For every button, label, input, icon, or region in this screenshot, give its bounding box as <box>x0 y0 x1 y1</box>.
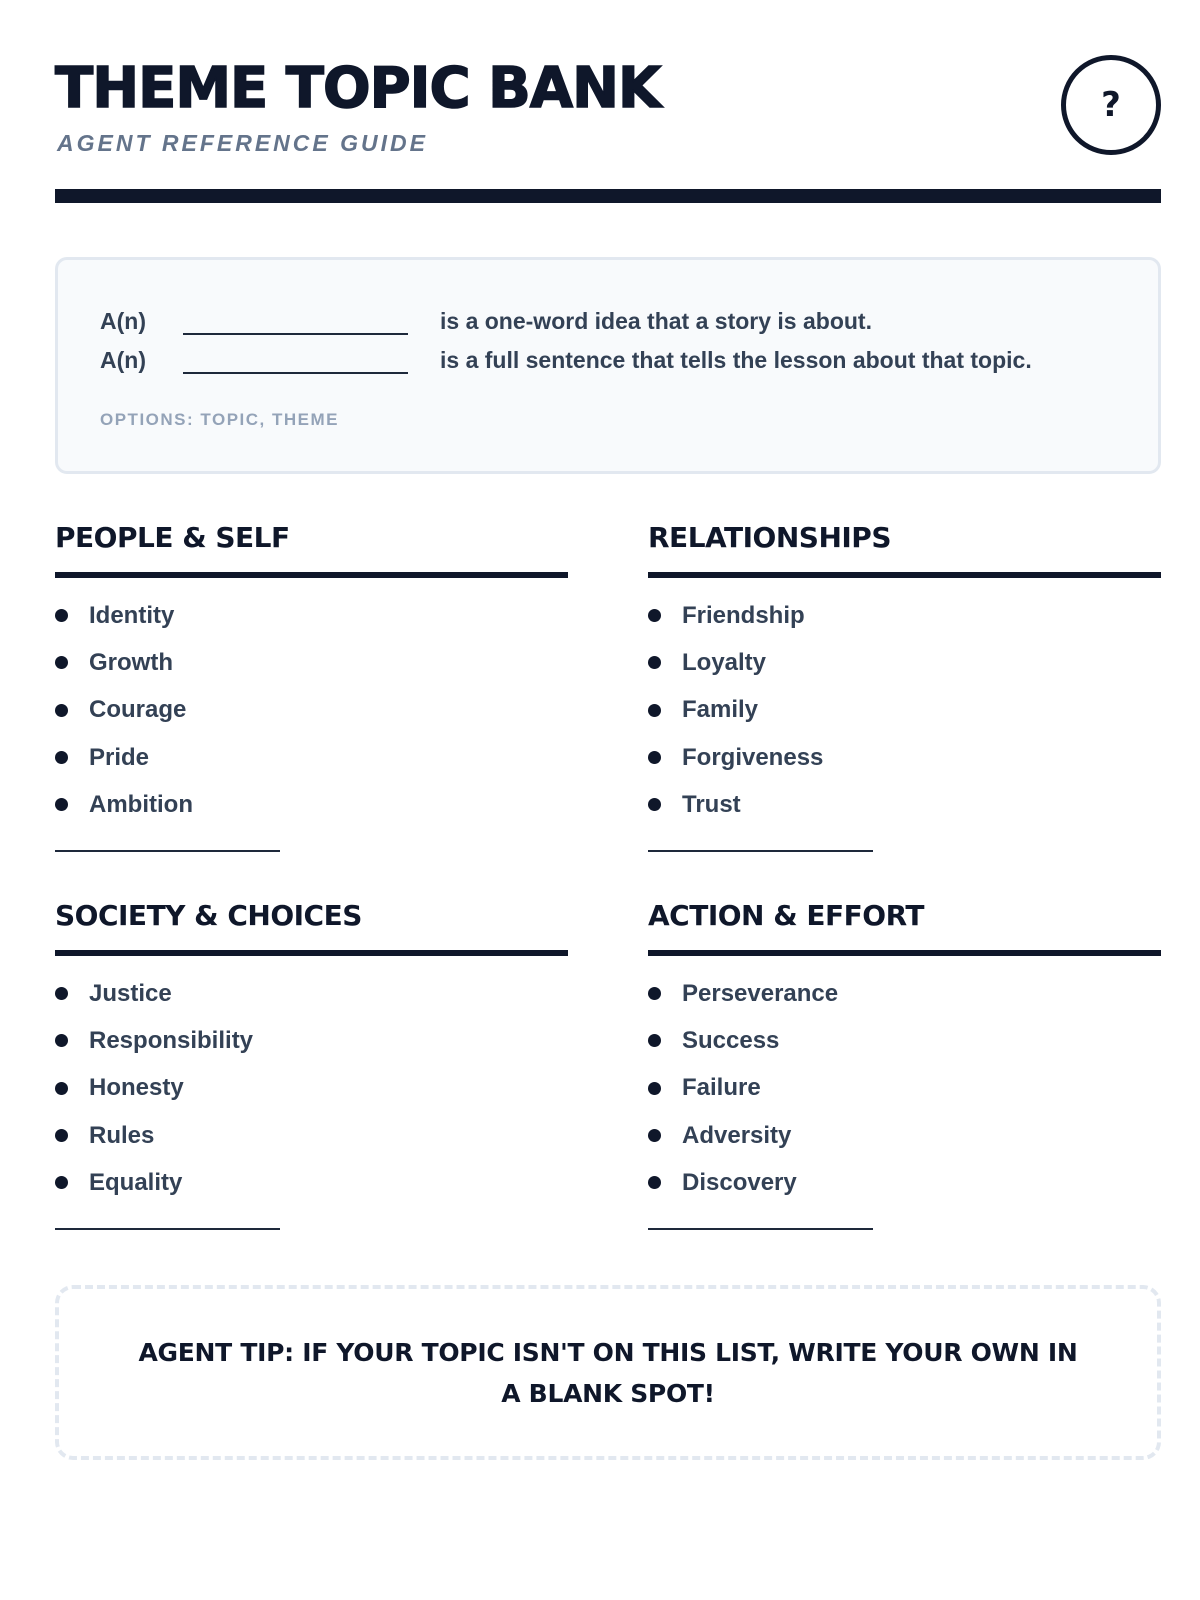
topic-item <box>55 592 568 639</box>
fill-in-blank[interactable] <box>183 346 408 374</box>
topic-label: Family <box>682 696 759 724</box>
topic-item <box>55 687 568 734</box>
bullet-dot-icon <box>55 1082 68 1095</box>
bullet-dot-icon <box>648 1129 661 1142</box>
category-action-effort <box>648 898 1161 1230</box>
bullet-dot-icon <box>648 609 661 622</box>
bullet-dot-icon <box>55 656 68 669</box>
topic-label: Discovery <box>682 1168 797 1196</box>
topic-item <box>648 639 1161 686</box>
options-hint: OPTIONS: TOPIC, THEME <box>100 410 339 429</box>
topic-label: Responsibility <box>89 1026 254 1054</box>
definition-row-theme <box>100 343 1032 377</box>
topic-item <box>648 687 1161 734</box>
bullet-dot-icon <box>55 798 68 811</box>
topic-item <box>55 1017 568 1064</box>
topic-label: Success <box>682 1026 780 1054</box>
topic-label: Equality <box>89 1168 183 1196</box>
topic-item <box>648 1017 1161 1064</box>
topic-item <box>55 1065 568 1112</box>
bullet-dot-icon <box>55 751 68 764</box>
bullet-dot-icon <box>648 1176 661 1189</box>
fill-in-blank[interactable] <box>183 307 408 335</box>
topic-label: Friendship <box>682 601 805 629</box>
definition-text: is a full sentence that tells the lesson about that topic. <box>440 346 1032 373</box>
topic-label: Justice <box>89 979 172 1007</box>
help-button[interactable] <box>1061 55 1161 155</box>
write-in-blank[interactable] <box>648 850 873 852</box>
topic-item <box>55 781 568 828</box>
header <box>55 55 1161 165</box>
category-heading: RELATIONSHIPS <box>648 521 891 554</box>
definition-text: is a one-word idea that a story is about. <box>440 307 872 334</box>
page-title: THEME TOPIC BANK <box>55 56 661 121</box>
topic-label: Forgiveness <box>682 743 824 771</box>
category-heading: ACTION & EFFORT <box>648 899 924 932</box>
page-subtitle: AGENT REFERENCE GUIDE <box>57 130 428 156</box>
write-in-blank[interactable] <box>55 1228 280 1230</box>
bullet-dot-icon <box>648 1034 661 1047</box>
category-divider <box>648 572 1161 578</box>
category-relationships <box>648 520 1161 852</box>
topic-item <box>648 592 1161 639</box>
bullet-dot-icon <box>648 751 661 764</box>
topic-item <box>55 1112 568 1159</box>
topic-label: Honesty <box>89 1074 184 1102</box>
topic-label: Courage <box>89 696 187 724</box>
topic-label: Loyalty <box>682 648 767 676</box>
bullet-dot-icon <box>648 1082 661 1095</box>
category-divider <box>55 572 568 578</box>
bullet-dot-icon <box>648 798 661 811</box>
topic-item <box>648 970 1161 1017</box>
topic-label: Ambition <box>89 790 193 818</box>
bullet-dot-icon <box>648 704 661 717</box>
topic-item <box>55 970 568 1017</box>
bullet-dot-icon <box>55 609 68 622</box>
bullet-dot-icon <box>55 1034 68 1047</box>
category-divider <box>648 950 1161 956</box>
question-mark-icon: ? <box>1101 85 1121 125</box>
topic-label: Rules <box>89 1121 155 1149</box>
bullet-dot-icon <box>648 656 661 669</box>
topic-item <box>55 639 568 686</box>
topic-item <box>55 1159 568 1206</box>
topic-item <box>648 781 1161 828</box>
category-people-self <box>55 520 568 852</box>
topic-list <box>55 970 568 1206</box>
category-society-choices <box>55 898 568 1230</box>
topic-list <box>648 970 1161 1206</box>
bullet-dot-icon <box>55 1176 68 1189</box>
topic-item <box>55 734 568 781</box>
category-divider <box>55 950 568 956</box>
topic-list <box>648 592 1161 828</box>
topic-label: Perseverance <box>682 979 839 1007</box>
topic-label: Growth <box>89 648 173 676</box>
category-heading: SOCIETY & CHOICES <box>55 899 362 932</box>
agent-tip-text: AGENT TIP: IF YOUR TOPIC ISN'T ON THIS LIST, WRITE YOUR OWN IN A BLANK SPOT! <box>138 1337 1078 1408</box>
write-in-blank[interactable] <box>648 1228 873 1230</box>
bullet-dot-icon <box>648 987 661 1000</box>
write-in-blank[interactable] <box>55 850 280 852</box>
bullet-dot-icon <box>55 987 68 1000</box>
definition-box <box>55 257 1161 474</box>
topic-item <box>648 1065 1161 1112</box>
bullet-dot-icon <box>55 704 68 717</box>
definition-prefix: A(n) <box>100 307 146 334</box>
topic-label: Identity <box>89 601 175 629</box>
category-heading: PEOPLE & SELF <box>55 521 290 554</box>
topic-label: Pride <box>89 743 150 771</box>
topic-label: Failure <box>682 1074 761 1102</box>
topic-list <box>55 592 568 828</box>
header-divider <box>55 189 1161 203</box>
topic-label: Trust <box>682 790 741 818</box>
topic-item <box>648 734 1161 781</box>
topic-item <box>648 1159 1161 1206</box>
topic-item <box>648 1112 1161 1159</box>
worksheet-page <box>55 0 1161 1600</box>
bullet-dot-icon <box>55 1129 68 1142</box>
definition-prefix: A(n) <box>100 346 146 373</box>
agent-tip-box <box>55 1285 1161 1460</box>
topic-label: Adversity <box>682 1121 792 1149</box>
definition-row-topic <box>100 304 872 338</box>
